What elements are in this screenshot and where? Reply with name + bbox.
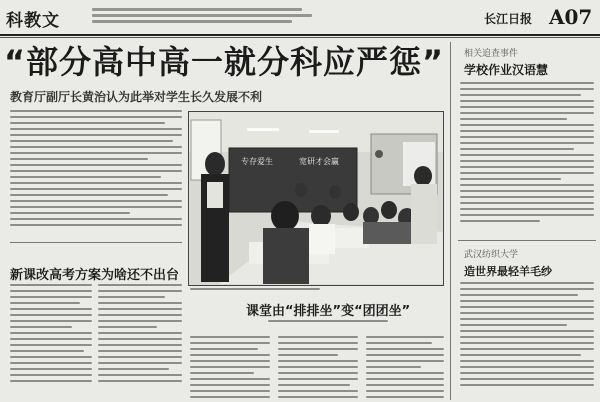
side-article-body-col1 (10, 284, 92, 386)
main-headline: “部分高中高一就分科应严惩” (4, 43, 445, 81)
center-article-subhead-line (268, 320, 388, 326)
page-number: A07 (549, 5, 593, 29)
right-article1-body (460, 82, 594, 226)
board-text-left: 专存爱生 (241, 157, 273, 166)
board-text-right: 宽研才会赢 (299, 157, 339, 166)
right-article1-headline: 学校作业汉语慧 (464, 63, 549, 77)
header-meta-block (92, 8, 322, 26)
main-subhead: 教育厅副厅长黄治认为此举对学生长久发展不利 (10, 90, 263, 104)
center-article-body-col1 (190, 336, 270, 402)
page-header (0, 0, 600, 36)
main-article-body (10, 110, 182, 230)
section-divider (10, 242, 182, 243)
header-rule-thin (0, 37, 600, 38)
photo-caption-line (190, 288, 440, 294)
right-article2-kicker: 武汉纺织大学 (464, 250, 519, 260)
header-rule (0, 34, 600, 36)
right-article2-headline: 造世界最轻羊毛纱 (464, 265, 552, 278)
right-article2-body (460, 282, 594, 390)
right-article1-kicker: 相关追查事件 (464, 49, 519, 59)
classroom-photo-image (189, 112, 443, 285)
center-article-body-col2 (278, 336, 358, 402)
section-name: 科教文 (6, 11, 60, 31)
right-column-rule (458, 240, 596, 241)
right-column-divider (450, 42, 451, 400)
center-article-body-col3 (366, 336, 444, 402)
side-article-headline: 新课改高考方案为啥还不出台 (10, 268, 180, 283)
center-article-headline: 课堂由“排排坐”变“团团坐” (246, 304, 411, 319)
paper-name: 长江日报 (484, 12, 533, 26)
classroom-photo (188, 111, 444, 286)
side-article-body-col2 (98, 284, 182, 386)
